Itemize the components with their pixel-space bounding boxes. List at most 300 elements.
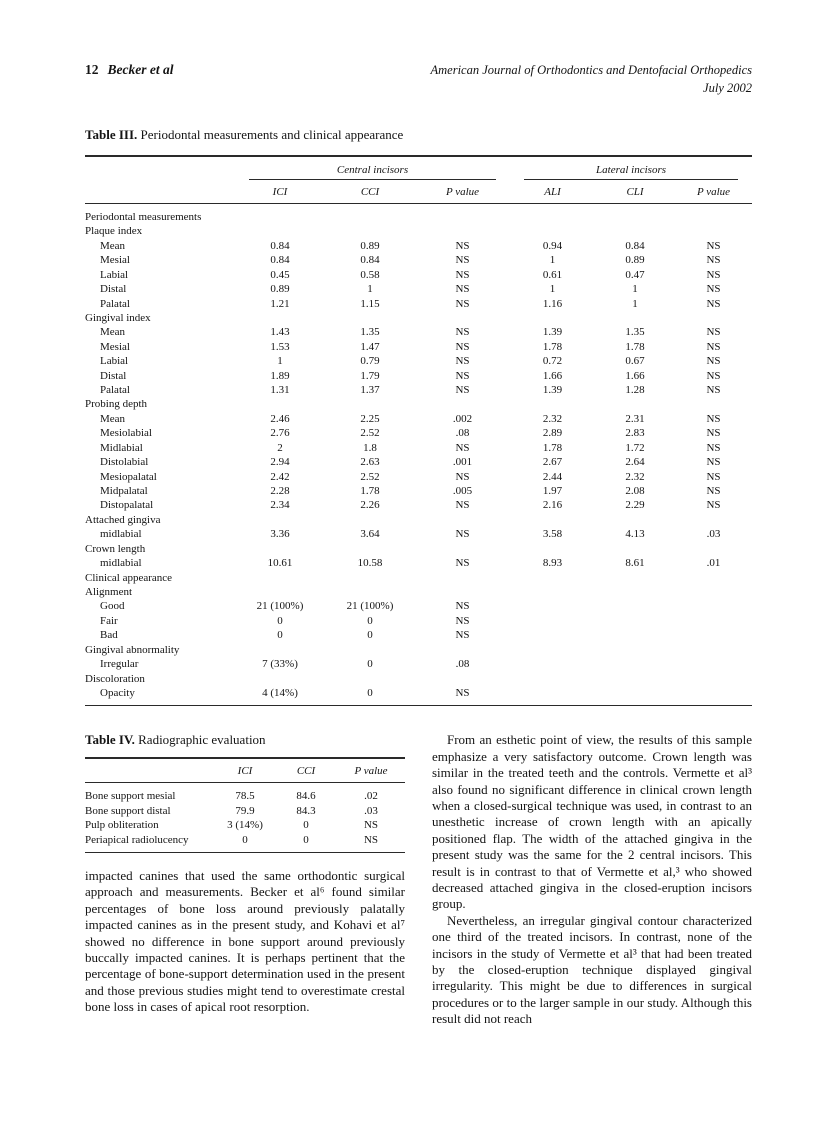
running-header: [85, 62, 752, 97]
cell-value: .03: [364, 804, 378, 817]
cell-value: [235, 224, 325, 238]
cell-value: 2.76: [270, 427, 290, 440]
row-label: Labial: [100, 268, 129, 281]
cell-value: [675, 513, 752, 527]
row-label: midlabial: [100, 557, 142, 570]
cell-value: [235, 643, 325, 657]
cell-value: 1.78: [542, 441, 563, 454]
cell-value: NS: [706, 340, 721, 353]
cell-value: 4.13: [625, 528, 645, 541]
cell-value: 1.15: [360, 297, 380, 310]
cell-value: 0.89: [625, 254, 645, 267]
table-row: [85, 268, 752, 282]
cell-value: [675, 571, 752, 585]
table-row: [85, 818, 405, 832]
row-label: Good: [100, 600, 125, 613]
table3-caption: [85, 127, 752, 143]
cell-value: NS: [455, 355, 470, 368]
journal-issue-date: July 2002: [703, 80, 752, 95]
cell-value: NS: [455, 340, 470, 353]
running-header-left: [85, 62, 173, 78]
cell-value: 1: [632, 297, 638, 310]
col-header-cli: CLI: [595, 180, 675, 204]
cell-value: 0: [367, 629, 373, 642]
cell-value: NS: [706, 268, 721, 281]
cell-value: [595, 672, 675, 686]
row-label: midlabial: [100, 528, 142, 541]
table-section-row: [85, 585, 752, 599]
row-label: Crown length: [85, 542, 146, 555]
cell-value: 2.32: [625, 470, 645, 483]
row-label: Midpalatal: [100, 485, 148, 498]
cell-value: NS: [455, 326, 470, 339]
row-label: Plaque index: [85, 225, 143, 238]
cell-value: 0.89: [270, 283, 290, 296]
cell-value: [595, 686, 675, 706]
col-header-pvalue: P value: [337, 758, 405, 783]
cell-value: [595, 585, 675, 599]
group-header-lateral: [510, 156, 752, 180]
cell-value: 2.52: [360, 470, 380, 483]
table-section-row: [85, 224, 752, 238]
cell-value: NS: [706, 254, 721, 267]
cell-value: 3 (14%): [227, 819, 263, 832]
cell-value: NS: [706, 239, 721, 252]
col-header-ici: ICI: [235, 180, 325, 204]
cell-value: 84.6: [296, 790, 316, 803]
table-row: [85, 282, 752, 296]
table-row: [85, 239, 752, 253]
bottom-two-column-section: [85, 732, 752, 1027]
cell-value: NS: [455, 499, 470, 512]
body-paragraph-left: impacted canines that used the same orthodontic surgical approach and measurements. Becker et al⁶ found similar percentages of bone loss around previously palatally impacted canines as in the present study, and Kohavi et al⁷ showed no difference in bone support around previously buccally impacted canines. It is perhaps pertinent that the percentage of bone-support determination used in the present and those previous studies might tend to overestimate crestal bone loss in cases of apical root resorption.: [85, 868, 405, 1015]
cell-value: 2.25: [360, 412, 380, 425]
cell-value: [415, 204, 510, 225]
cell-value: [235, 542, 325, 556]
cell-value: [595, 204, 675, 225]
cell-value: 2.16: [542, 499, 563, 512]
cell-value: 2.28: [270, 485, 290, 498]
table-row: [85, 455, 752, 469]
table4-caption-text: Radiographic evaluation: [138, 732, 266, 748]
cell-value: 1.16: [542, 297, 563, 310]
row-label: Bone support mesial: [85, 790, 176, 803]
cell-value: .002: [452, 412, 473, 425]
cell-value: 2.89: [542, 427, 563, 440]
cell-value: [415, 643, 510, 657]
cell-value: [595, 614, 675, 628]
cell-value: 1.78: [542, 340, 563, 353]
cell-value: .08: [455, 658, 470, 671]
cell-value: 7 (33%): [262, 658, 298, 671]
cell-value: 1.66: [625, 369, 645, 382]
cell-value: 2.31: [625, 412, 645, 425]
cell-value: [510, 643, 595, 657]
cell-value: 0: [367, 614, 373, 627]
row-label: Mesiopalatal: [100, 470, 157, 483]
cell-value: [675, 224, 752, 238]
cell-value: 1.66: [542, 369, 563, 382]
cell-value: [595, 397, 675, 411]
table3-column-header-row: [85, 180, 752, 204]
cell-value: NS: [455, 297, 470, 310]
cell-value: 8.93: [542, 557, 563, 570]
table-row: [85, 383, 752, 397]
cell-value: [415, 224, 510, 238]
cell-value: 0.84: [360, 254, 380, 267]
table-row: [85, 340, 752, 354]
row-label: Bone support distal: [85, 804, 171, 817]
cell-value: [415, 672, 510, 686]
table-row: [85, 833, 405, 853]
cell-value: 0.94: [542, 239, 563, 252]
cell-value: [325, 585, 415, 599]
cell-value: 1.53: [270, 340, 290, 353]
cell-value: NS: [455, 369, 470, 382]
table-row: [85, 783, 405, 804]
cell-value: [415, 585, 510, 599]
table-section-row: [85, 311, 752, 325]
cell-value: 2.67: [542, 456, 563, 469]
cell-value: 2.46: [270, 412, 290, 425]
cell-value: 1.8: [363, 441, 377, 454]
cell-value: NS: [706, 283, 721, 296]
table-row: [85, 527, 752, 541]
row-label: Gingival abnormality: [85, 643, 180, 656]
row-label: Distolabial: [100, 456, 149, 469]
table3-body: [85, 204, 752, 706]
cell-value: [675, 599, 752, 613]
cell-value: 0.45: [270, 268, 290, 281]
cell-value: [235, 571, 325, 585]
cell-value: 1.47: [360, 340, 380, 353]
table-row: [85, 369, 752, 383]
cell-value: [510, 224, 595, 238]
cell-value: 1.31: [270, 384, 290, 397]
cell-value: [675, 686, 752, 706]
cell-value: NS: [706, 441, 721, 454]
table-row: [85, 297, 752, 311]
cell-value: [675, 657, 752, 671]
cell-value: [510, 614, 595, 628]
body-paragraph-right-2: Nevertheless, an irregular gingival contour characterized one third of the treated incisors. In contrast, none of the incisors in the study of Vermette et al³ that had been treated by the closed-eruption technique displayed gingival irregularity. This might be due to differences in surgical procedures or to the larger sample in our study. Although this result did not reach: [432, 912, 752, 1027]
col-header-cci: CCI: [275, 758, 337, 783]
row-label: Mean: [100, 412, 126, 425]
table-row: [85, 686, 752, 706]
row-label: Midlabial: [100, 441, 143, 454]
table-row: [85, 599, 752, 613]
cell-value: 84.3: [296, 804, 316, 817]
cell-value: NS: [455, 441, 470, 454]
cell-value: NS: [706, 297, 721, 310]
cell-value: 21 (100%): [346, 600, 394, 613]
row-label: Opacity: [100, 686, 135, 699]
cell-value: [675, 204, 752, 225]
table-row: [85, 556, 752, 570]
table-row: [85, 498, 752, 512]
row-label: Palatal: [100, 384, 130, 397]
spacer-cell: [85, 758, 215, 783]
group-lateral-incisors-label: Lateral incisors: [524, 164, 738, 180]
cell-value: 0.58: [360, 268, 380, 281]
cell-value: NS: [706, 412, 721, 425]
cell-value: 21 (100%): [256, 600, 304, 613]
cell-value: [325, 397, 415, 411]
table-section-row: [85, 672, 752, 686]
cell-value: [235, 585, 325, 599]
cell-value: NS: [363, 819, 379, 832]
row-label: Fair: [100, 614, 118, 627]
row-label: Mean: [100, 239, 126, 252]
row-label: Palatal: [100, 297, 130, 310]
cell-value: NS: [706, 384, 721, 397]
spacer-cell: [85, 180, 235, 204]
cell-value: 1.35: [625, 326, 645, 339]
cell-value: 1.37: [360, 384, 380, 397]
cell-value: [510, 542, 595, 556]
row-label: Distal: [100, 283, 127, 296]
row-label: Clinical appearance: [85, 571, 173, 584]
cell-value: 2.64: [625, 456, 645, 469]
page-number: 12: [85, 62, 99, 77]
cell-value: NS: [455, 600, 470, 613]
cell-value: NS: [455, 470, 470, 483]
row-label: Periapical radiolucency: [85, 833, 189, 846]
table4-caption-label: Table IV.: [85, 732, 135, 748]
cell-value: 0.72: [542, 355, 563, 368]
cell-value: .005: [452, 485, 473, 498]
cell-value: [415, 542, 510, 556]
cell-value: [415, 397, 510, 411]
cell-value: NS: [455, 629, 470, 642]
cell-value: 0: [303, 833, 309, 846]
col-header-ici: ICI: [215, 758, 275, 783]
cell-value: [675, 311, 752, 325]
cell-value: [235, 311, 325, 325]
cell-value: 1.39: [542, 384, 563, 397]
cell-value: 78.5: [235, 790, 255, 803]
cell-value: [675, 614, 752, 628]
table-row: [85, 470, 752, 484]
cell-value: 1.78: [625, 340, 645, 353]
table-section-row: [85, 204, 752, 225]
cell-value: 1.89: [270, 369, 290, 382]
cell-value: 0: [367, 686, 373, 699]
cell-value: [595, 542, 675, 556]
row-label: Attached gingiva: [85, 513, 161, 526]
cell-value: [415, 571, 510, 585]
table4-column-header-row: [85, 758, 405, 783]
cell-value: [325, 224, 415, 238]
cell-value: [510, 204, 595, 225]
cell-value: NS: [455, 686, 470, 699]
cell-value: [510, 686, 595, 706]
row-label: Gingival index: [85, 311, 151, 324]
row-label: Alignment: [85, 585, 133, 598]
cell-value: NS: [706, 355, 721, 368]
table-row: [85, 657, 752, 671]
cell-value: [510, 513, 595, 527]
row-label: Mean: [100, 326, 126, 339]
row-label: Bad: [100, 629, 118, 642]
table-row: [85, 412, 752, 426]
table-section-row: [85, 397, 752, 411]
cell-value: NS: [706, 499, 721, 512]
cell-value: [675, 585, 752, 599]
cell-value: 2.29: [625, 499, 645, 512]
table-row: [85, 325, 752, 339]
cell-value: [235, 397, 325, 411]
table3-group-header-row: [85, 156, 752, 180]
cell-value: 3.36: [270, 528, 290, 541]
table-row: [85, 426, 752, 440]
row-label: Mesial: [100, 340, 130, 353]
cell-value: 0: [242, 833, 248, 846]
table-row: [85, 614, 752, 628]
cell-value: NS: [706, 485, 721, 498]
cell-value: NS: [706, 369, 721, 382]
cell-value: [595, 628, 675, 642]
table-periodontal-measurements: [85, 155, 752, 706]
cell-value: 0.61: [542, 268, 563, 281]
cell-value: [595, 599, 675, 613]
table-row: [85, 804, 405, 818]
cell-value: [510, 311, 595, 325]
cell-value: [510, 657, 595, 671]
table-row: [85, 253, 752, 267]
table4-caption: [85, 732, 405, 748]
running-author: Becker et al: [107, 62, 174, 77]
table-section-row: [85, 643, 752, 657]
cell-value: [510, 628, 595, 642]
cell-value: 2.44: [542, 470, 563, 483]
cell-value: 0: [367, 658, 373, 671]
cell-value: 0.84: [270, 239, 290, 252]
cell-value: 1.97: [542, 485, 563, 498]
row-label: Periodontal measurements: [85, 211, 202, 223]
cell-value: 10.58: [357, 557, 383, 570]
cell-value: [235, 204, 325, 225]
group-central-incisors-label: Central incisors: [249, 164, 496, 180]
cell-value: 2.34: [270, 499, 290, 512]
cell-value: 2: [277, 441, 283, 454]
cell-value: 1.79: [360, 369, 380, 382]
cell-value: [235, 513, 325, 527]
cell-value: 0.47: [625, 268, 645, 281]
cell-value: 3.64: [360, 528, 380, 541]
running-header-right: [431, 62, 753, 97]
cell-value: [325, 204, 415, 225]
cell-value: [325, 643, 415, 657]
cell-value: 1.39: [542, 326, 563, 339]
cell-value: 1.78: [360, 485, 380, 498]
col-header-ali: ALI: [510, 180, 595, 204]
cell-value: [415, 311, 510, 325]
cell-value: [510, 571, 595, 585]
table-row: [85, 354, 752, 368]
row-label: Distal: [100, 369, 127, 382]
cell-value: [595, 571, 675, 585]
row-label: Mesiolabial: [100, 427, 152, 440]
cell-value: [675, 397, 752, 411]
cell-value: [325, 513, 415, 527]
cell-value: 1: [367, 283, 373, 296]
cell-value: 1.72: [625, 441, 645, 454]
cell-value: [595, 311, 675, 325]
cell-value: 2.08: [625, 485, 645, 498]
cell-value: 4 (14%): [262, 686, 298, 699]
cell-value: 0.84: [625, 239, 645, 252]
table-row: [85, 628, 752, 642]
cell-value: 8.61: [625, 557, 645, 570]
cell-value: NS: [455, 254, 470, 267]
cell-value: NS: [455, 528, 470, 541]
cell-value: [595, 513, 675, 527]
cell-value: 1.21: [270, 297, 290, 310]
row-label: Labial: [100, 355, 129, 368]
cell-value: [325, 311, 415, 325]
cell-value: [325, 542, 415, 556]
table3-caption-label: Table III.: [85, 127, 138, 142]
cell-value: [510, 672, 595, 686]
cell-value: 0: [277, 629, 283, 642]
cell-value: NS: [706, 427, 721, 440]
left-column: [85, 732, 405, 1027]
cell-value: 1.28: [625, 384, 645, 397]
journal-title: American Journal of Orthodontics and Dentofacial Orthopedics: [430, 63, 752, 77]
cell-value: [595, 643, 675, 657]
cell-value: NS: [455, 268, 470, 281]
cell-value: .02: [364, 790, 378, 803]
row-label: Probing depth: [85, 398, 148, 411]
body-paragraph-right-1: From an esthetic point of view, the results of this sample emphasize a very satisfactory outcome. Crown length was similar in the treated teeth and the controls. Vermette et al³ also found no significant difference in clinical crown length when a closed-surgical technique was used, in contrast to an unesthetic increase of crown length with an apically positioned flap. The width of the attached gingiva in the present study was the same for the 2 central incisors. This result is in contrast to that of Vermette et al,³ who showed decreased attached gingiva in the closed-eruption incisors group.: [432, 732, 752, 912]
cell-value: [325, 571, 415, 585]
cell-value: [415, 513, 510, 527]
cell-value: 2.52: [360, 427, 380, 440]
row-label: Discoloration: [85, 672, 145, 685]
right-column: [432, 732, 752, 1027]
cell-value: .08: [455, 427, 470, 440]
cell-value: [510, 585, 595, 599]
cell-value: 0.89: [360, 239, 380, 252]
cell-value: 2.32: [542, 412, 563, 425]
cell-value: 10.61: [267, 557, 293, 570]
cell-value: 0: [303, 819, 309, 832]
spacer-cell: [85, 156, 235, 180]
table-radiographic-evaluation: [85, 757, 405, 853]
cell-value: [510, 599, 595, 613]
cell-value: 79.9: [235, 804, 255, 817]
cell-value: 2.42: [270, 470, 290, 483]
cell-value: NS: [706, 470, 721, 483]
cell-value: [510, 397, 595, 411]
cell-value: 2.94: [270, 456, 290, 469]
cell-value: [595, 224, 675, 238]
cell-value: 3.58: [542, 528, 563, 541]
cell-value: [235, 672, 325, 686]
cell-value: 2.63: [360, 456, 380, 469]
col-header-pvalue-central: P value: [415, 180, 510, 204]
cell-value: 1: [549, 283, 556, 296]
row-label: Pulp obliteration: [85, 819, 159, 832]
cell-value: 1: [549, 254, 556, 267]
cell-value: 1: [277, 355, 283, 368]
cell-value: [675, 628, 752, 642]
cell-value: 1: [632, 283, 638, 296]
cell-value: NS: [455, 557, 470, 570]
cell-value: [325, 672, 415, 686]
cell-value: NS: [455, 384, 470, 397]
